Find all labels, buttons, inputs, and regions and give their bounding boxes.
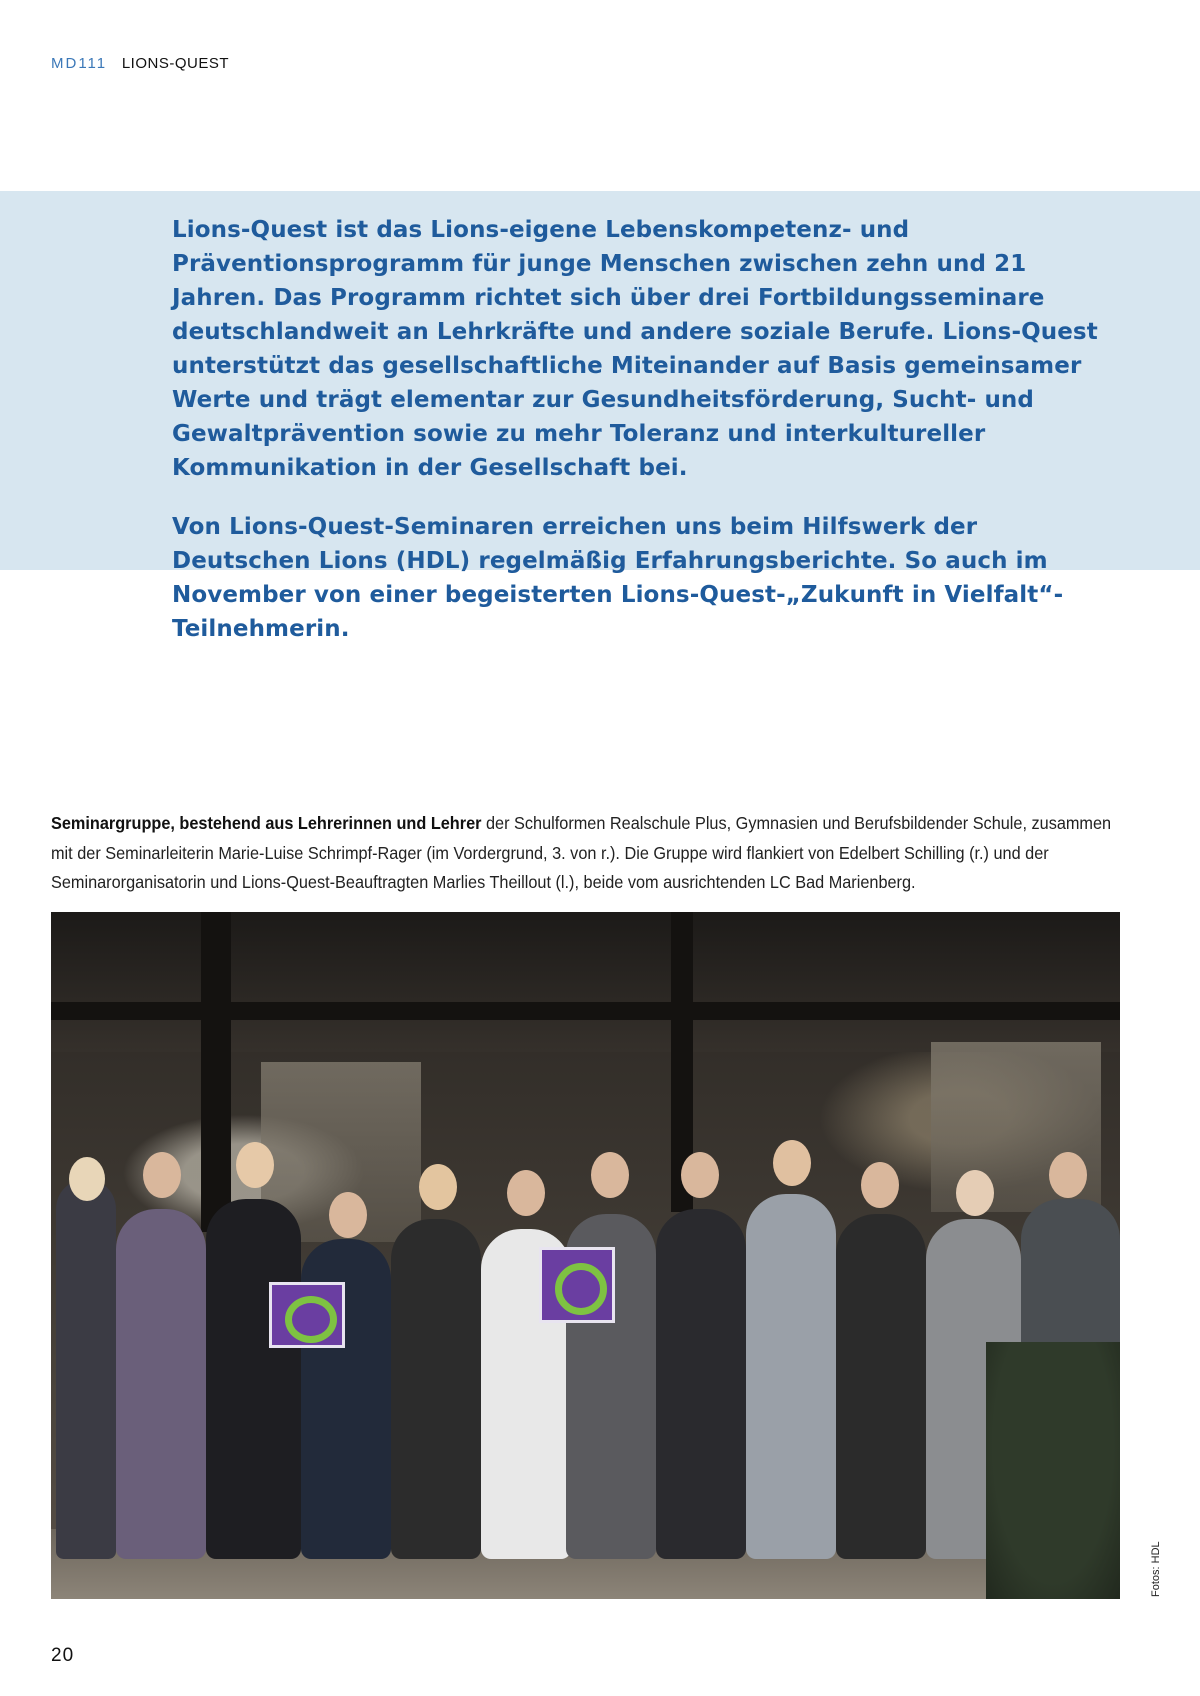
person bbox=[391, 1219, 481, 1559]
photo-beam bbox=[51, 1002, 1120, 1020]
person-head bbox=[1049, 1152, 1087, 1198]
person bbox=[746, 1194, 836, 1559]
photo-caption bbox=[51, 809, 1123, 898]
caption-lead: Seminargruppe, bestehend aus Lehrerinnen und Lehrer bbox=[51, 813, 482, 833]
page-header bbox=[51, 55, 229, 72]
intro-paragraph-1: Lions-Quest ist das Lions-eigene Lebenskompetenz- und Präventionsprogramm für junge Menschen zwischen zehn und 21 Jahren. Das Programm richtet sich über drei Fortbildungsseminare deutschlandweit an Lehrkräfte und andere soziale Berufe. Lions-Quest unterstützt das gesellschaftliche Miteinander auf Basis gemeinsamer Werte und trägt elementar zur Gesundheitsförderung, Sucht- und Gewaltprävention sowie zu mehr Toleranz und interkultureller Kommunikation in der Gesellschaft bei. bbox=[172, 217, 1098, 481]
person-head bbox=[419, 1164, 457, 1210]
page-number: 20 bbox=[51, 1645, 75, 1666]
person-head bbox=[69, 1157, 105, 1201]
zukunft-sign bbox=[539, 1247, 615, 1323]
intro-text bbox=[172, 213, 1122, 646]
person-head bbox=[773, 1140, 811, 1186]
person-head bbox=[507, 1170, 545, 1216]
person-head bbox=[591, 1152, 629, 1198]
person-head bbox=[329, 1192, 367, 1238]
sign-logo-icon bbox=[285, 1296, 338, 1343]
person-head bbox=[956, 1170, 994, 1216]
person bbox=[116, 1209, 206, 1559]
person bbox=[656, 1209, 746, 1559]
person-head bbox=[236, 1142, 274, 1188]
person-head bbox=[143, 1152, 181, 1198]
zukunft-sign bbox=[269, 1282, 345, 1348]
sign-logo-icon bbox=[555, 1263, 608, 1316]
section-code: MD111 bbox=[51, 55, 108, 72]
group-photo bbox=[51, 912, 1120, 1599]
person bbox=[836, 1214, 926, 1559]
person-head bbox=[681, 1152, 719, 1198]
intro-paragraph-2: Von Lions-Quest-Seminaren erreichen uns beim Hilfswerk der Deutschen Lions (HDL) regelmäßig Erfahrungsberichte. So auch im November von einer begeisterten Lions-Quest-„Zukunft in Vielfalt“-Teilnehmerin. bbox=[172, 514, 1064, 642]
photo-pillar bbox=[201, 912, 231, 1232]
person bbox=[206, 1199, 301, 1559]
photo-plant bbox=[986, 1342, 1120, 1599]
caption-text: der Schulformen Realschule Plus, Gymnasien und Berufsbildender Schule, zusammen mit der Seminarleiterin Marie-Luise Schrimpf-Rager (im Vordergrund, 3. von r.). Die Gruppe wird flankiert von Edelbert Schilling (r.) und der Seminarorganisatorin und Lions-Quest-Beauftragten Marlies Theillout (l.), beide vom ausrichtenden LC Bad Marienberg. bbox=[51, 813, 1112, 892]
person-head bbox=[861, 1162, 899, 1208]
person bbox=[56, 1179, 116, 1559]
section-title: LIONS-QUEST bbox=[121, 55, 229, 72]
photo-credit: Fotos: HDL bbox=[1150, 1541, 1162, 1597]
